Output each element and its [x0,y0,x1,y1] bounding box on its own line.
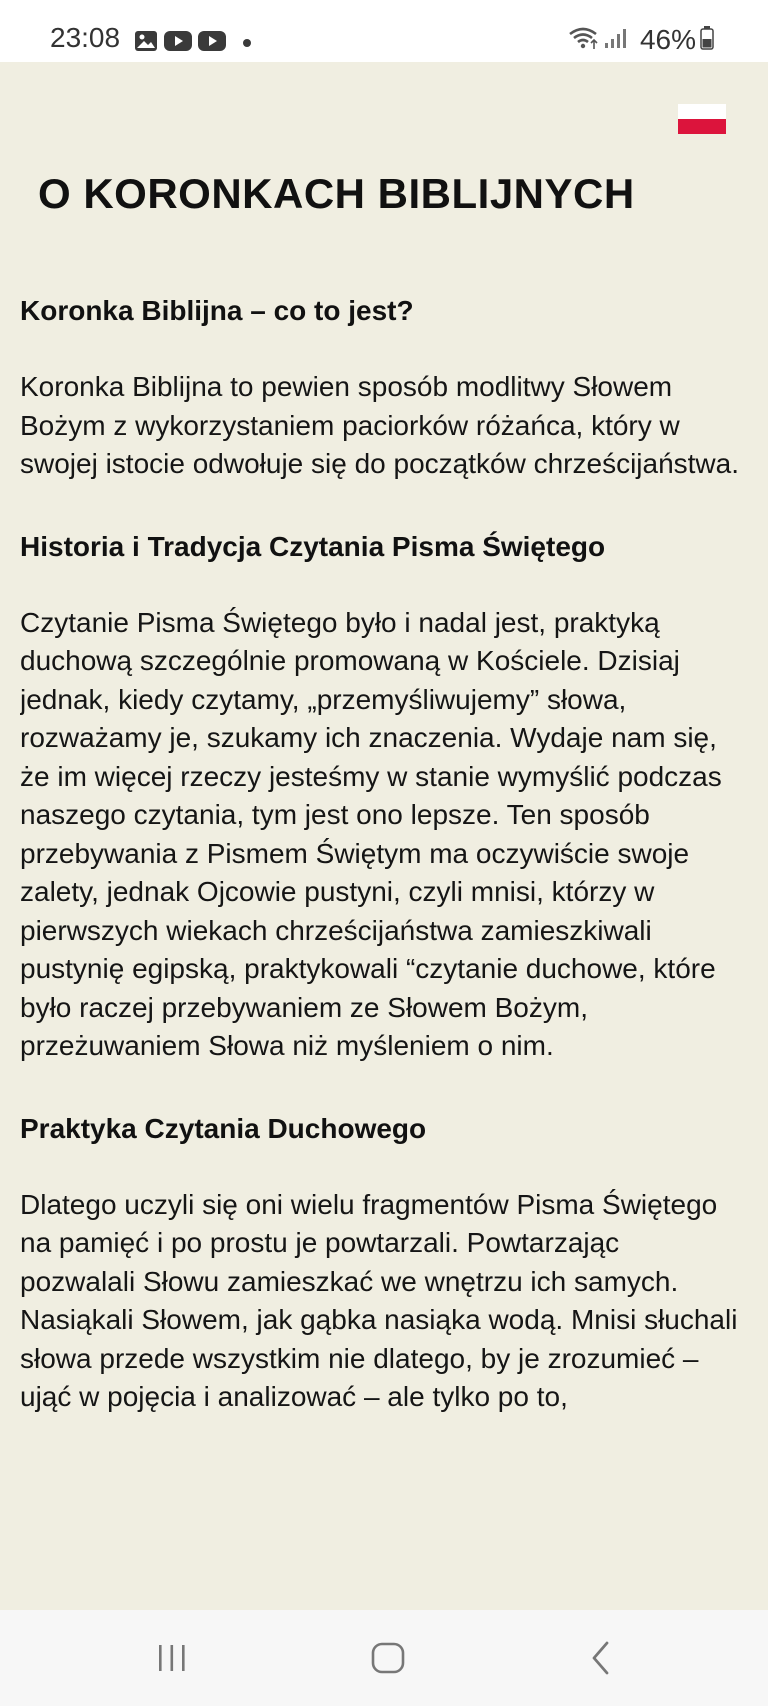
flag-white-stripe [678,104,726,119]
system-nav-bar [0,1610,768,1706]
wifi-icon [568,26,598,55]
page-title: O KORONKACH BIBLIJNYCH [38,170,635,217]
status-system-icons [568,24,720,56]
home-icon [368,1640,408,1676]
back-button[interactable] [572,1630,632,1686]
article-content[interactable] [20,292,740,1610]
status-bar [0,0,768,62]
section-body: Koronka Biblijna to pewien sposób modlitwy Słowem Bożym z wykorzystaniem paciorków różańca, który w swojej istocie odwołuje się do początków chrześcijaństwa. [20,371,740,479]
battery-percent: 46% [639,24,696,55]
signal-icon [604,27,626,54]
status-time: 23:08 [50,22,121,53]
section-heading: Historia i Tradycja Czytania Pisma Świętego [20,530,606,562]
section-heading: Praktyka Czytania Duchowego [20,1112,427,1144]
flag-red-stripe [678,119,726,134]
home-button[interactable] [358,1630,418,1686]
notification-dot-icon [242,35,252,53]
section-body: Dlatego uczyli się oni wielu fragmentów Pisma Świętego na pamięć i po prostu je powtarzali. Powtarzając pozwalali Słowu zamieszkać we wnętrzu ich samych. Nasiąkali Słowem, jak gąbka nasiąka wodą. Mnisi słuchali słowa przede wszystkim nie dlatego, by je zrozumieć – ująć w pojęcia i analizować – ale tylko po to, [20,1188,738,1412]
battery-icon [700,26,714,55]
poland-flag-icon[interactable] [678,104,726,134]
back-icon [587,1640,617,1676]
gallery-icon [134,30,158,57]
section-heading: Koronka Biblijna – co to jest? [20,295,414,326]
status-notification-icons [134,30,258,57]
section-body: Czytanie Pisma Świętego było i nadal jest, praktyką duchową szczególnie promowaną w Kościele. Dzisiaj jednak, kiedy czytamy, „przemyśliwujemy” słowa, rozważamy je, szukamy ich znaczenia. Wydaje nam się, że im więcej rzeczy jesteśmy w stanie wymyślić podczas naszego czytania, tym jest ono lepsze. Ten sposób przebywania z Pismem Świętym ma oczywiście swoje zalety, jednak Ojcowie pustyni, czyli mnisi, którzy w pierwszych wiekach chrześcijaństwa zamieszkiwali pustynię egipską, praktykowali “czytanie duchowe, które było raczej przebywaniem ze Słowem Bożym, przeżuwaniem Słowa niż myśleniem o nim. [20,606,722,1061]
recent-apps-icon [154,1642,190,1674]
youtube-icon [198,31,226,56]
recent-apps-button[interactable] [142,1630,202,1686]
youtube-icon [164,31,192,56]
